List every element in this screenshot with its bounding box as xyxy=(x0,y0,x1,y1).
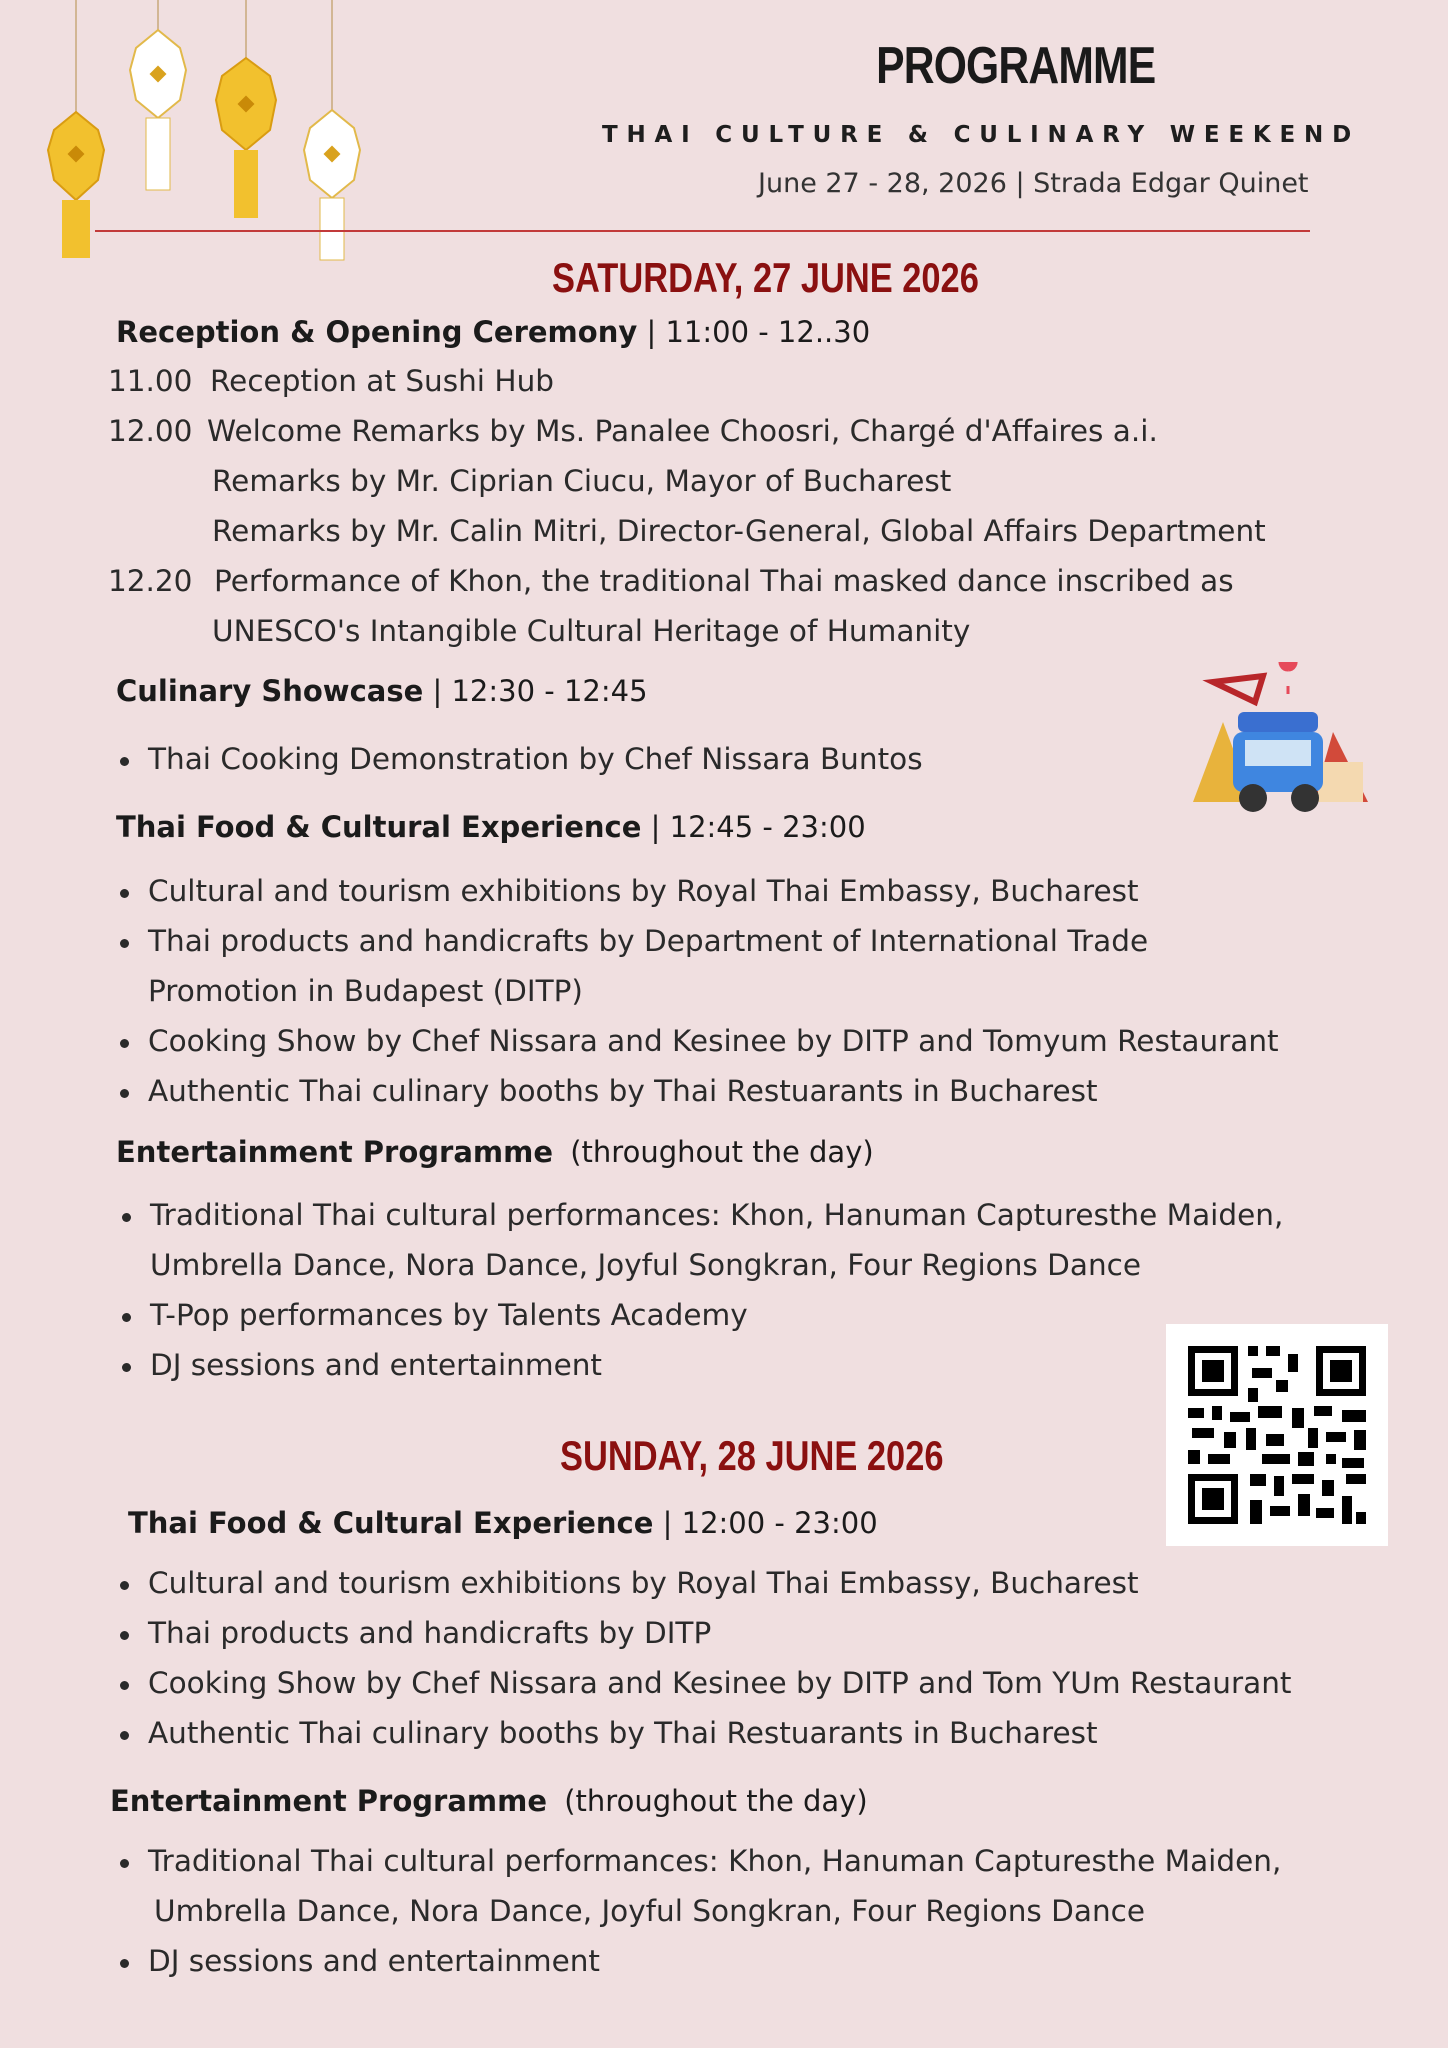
reception-item-text: Reception at Sushi Hub xyxy=(210,364,554,398)
list-item: DJ sessions and entertainment xyxy=(150,1348,602,1382)
thai-lantern-icon xyxy=(304,0,360,260)
food-section-header xyxy=(116,810,866,844)
list-item: T-Pop performances by Talents Academy xyxy=(150,1298,748,1332)
tuk-tuk-temple-illustration xyxy=(1183,662,1373,820)
sunday-food-section-header xyxy=(128,1506,878,1540)
culinary-title: Culinary Showcase xyxy=(116,674,424,708)
list-item: Cooking Show by Chef Nissara and Kesinee by DITP and Tom YUm Restaurant xyxy=(148,1666,1292,1700)
list-item: Traditional Thai cultural performances: Khon, Hanuman Capturesthe Maiden, xyxy=(150,1198,1284,1232)
list-item: Thai Cooking Demonstration by Chef Nissara Buntos xyxy=(148,742,923,776)
reception-item-text: Remarks by Mr. Calin Mitri, Director-General, Global Affairs Department xyxy=(212,514,1266,548)
list-item-continued: Promotion in Budapest (DITP) xyxy=(148,974,583,1008)
list-item: Cultural and tourism exhibitions by Royal Thai Embassy, Bucharest xyxy=(148,874,1139,908)
list-item: Traditional Thai cultural performances: Khon, Hanuman Capturesthe Maiden, xyxy=(148,1844,1282,1878)
header-divider xyxy=(95,230,1310,232)
sunday-heading: SUNDAY, 28 JUNE 2026 xyxy=(560,1432,944,1479)
event-subtitle: THAI CULTURE & CULINARY WEEKEND xyxy=(602,122,1360,148)
reception-item-text: Performance of Khon, the traditional Thai masked dance inscribed as xyxy=(214,564,1234,598)
sunday-food-title: Thai Food & Cultural Experience xyxy=(128,1506,654,1540)
culinary-section-header xyxy=(116,674,648,708)
culinary-time: | 12:30 - 12:45 xyxy=(432,674,648,708)
reception-item-text: Remarks by Mr. Ciprian Ciucu, Mayor of Bucharest xyxy=(212,464,952,498)
list-item: Authentic Thai culinary booths by Thai Restuarants in Bucharest xyxy=(148,1074,1098,1108)
food-time: | 12:45 - 23:00 xyxy=(650,810,866,844)
list-item: DJ sessions and entertainment xyxy=(148,1944,600,1978)
list-item: Authentic Thai culinary booths by Thai Restuarants in Bucharest xyxy=(148,1716,1098,1750)
sunday-entertainment-section-header xyxy=(110,1784,868,1818)
reception-item-time: 11.00 xyxy=(108,364,193,398)
page-title: PROGRAMME xyxy=(876,37,1156,95)
thai-lantern-icon xyxy=(216,0,276,218)
thai-lantern-icon xyxy=(48,0,104,258)
reception-time: | 11:00 - 12..30 xyxy=(646,315,871,349)
qr-code[interactable] xyxy=(1166,1324,1388,1546)
list-item: Thai products and handicrafts by Department of International Trade xyxy=(148,924,1149,958)
sunday-entertainment-title: Entertainment Programme xyxy=(110,1784,548,1818)
entertainment-time: (throughout the day) xyxy=(570,1135,874,1169)
qr-code-icon xyxy=(1166,1324,1388,1546)
list-item: Cultural and tourism exhibitions by Royal Thai Embassy, Bucharest xyxy=(148,1566,1139,1600)
thai-lantern-icon xyxy=(130,0,186,190)
list-item: Thai products and handicrafts by DITP xyxy=(148,1616,712,1650)
saturday-heading: SATURDAY, 27 JUNE 2026 xyxy=(552,254,979,301)
reception-section-header xyxy=(116,315,870,349)
reception-title: Reception & Opening Ceremony xyxy=(116,315,638,349)
sunday-food-time: | 12:00 - 23:00 xyxy=(662,1506,878,1540)
reception-item-time: 12.00 xyxy=(108,414,193,448)
entertainment-section-header xyxy=(116,1135,874,1169)
entertainment-title: Entertainment Programme xyxy=(116,1135,554,1169)
sunday-entertainment-time: (throughout the day) xyxy=(564,1784,868,1818)
list-item-continued: Umbrella Dance, Nora Dance, Joyful Songkran, Four Regions Dance xyxy=(154,1894,1146,1928)
reception-item-time: 12.20 xyxy=(108,564,193,598)
list-item-continued: Umbrella Dance, Nora Dance, Joyful Songkran, Four Regions Dance xyxy=(150,1248,1142,1282)
reception-item-text: UNESCO's Intangible Cultural Heritage of Humanity xyxy=(212,614,971,648)
food-title: Thai Food & Cultural Experience xyxy=(116,810,642,844)
reception-item-text: Welcome Remarks by Ms. Panalee Choosri, Chargé d'Affaires a.i. xyxy=(207,414,1158,448)
list-item: Cooking Show by Chef Nissara and Kesinee by DITP and Tomyum Restaurant xyxy=(148,1024,1279,1058)
date-location: June 27 - 28, 2026 | Strada Edgar Quinet xyxy=(758,168,1309,199)
